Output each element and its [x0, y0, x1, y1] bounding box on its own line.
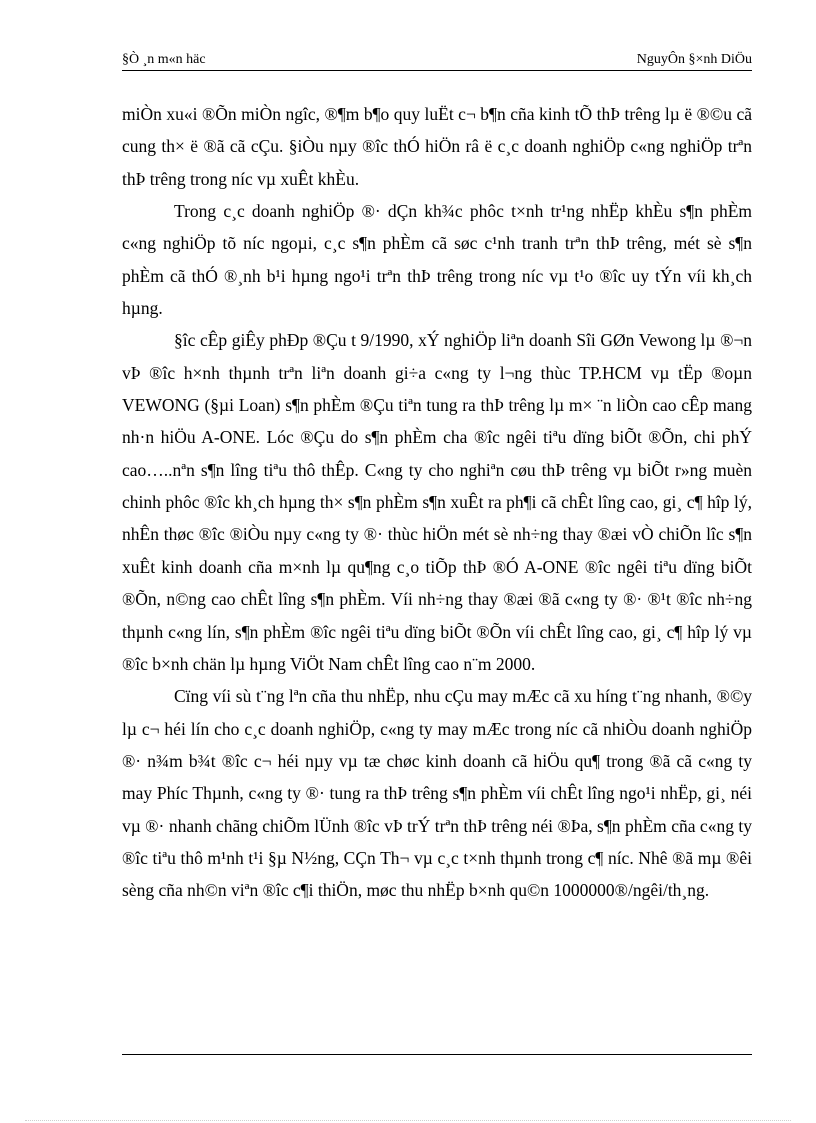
paragraph-3: §îc cÊp giÊy phÐp ®Çu t 9/1990, xÝ nghiÖp liªn doanh Sîi GØn Vewong lµ ®¬n vÞ ®îc h×nh thµnh trªn liªn doanh gi÷a c«ng ty l¬ng thùc TP.HCM vµ tËp ®oµn VEWONG (§µi Loan) s¶n phÈm ®Çu tiªn tung ra thÞ trêng lµ m× ¨n liÒn cao cÊp mang nh·n hiÖu A-ONE. Lóc ®Çu do s¶n phÈm cha ®îc ngêi tiªu dïng biÕt ®Õn, chi phÝ cao…..nªn s¶n lîng tiªu thô thÊp. C«ng ty cho nghiªn cøu thÞ trêng vµ biÕt r»ng muèn chinh phôc ®îc kh¸ch hµng th× s¶n phÈm s¶n xuÊt ra ph¶i cã chÊt lîng cao, gi¸ c¶ hîp lý, nhÊn thøc ®îc ®iÒu nµy c«ng ty ®· thùc hiÖn mét sè nh÷ng thay ®æi vÒ chiÕn lîc s¶n xuÊt kinh doanh cña m×nh lµ qu¶ng c¸o tiÕp thÞ ®Ó A-ONE ®îc ngêi tiªu dïng biÕt ®Õn, n©ng cao chÊt lîng s¶n phÈm. Víi nh÷ng thay ®æi ®ã c«ng ty ®· ®¹t ®îc nh÷ng thµnh c«ng lín, s¶n phÈm ®îc ngêi tiªu dïng biÕt ®Õn víi chÊt lîng cao, gi¸ c¶ hîp lý vµ ®îc b×nh chän lµ hµng ViÖt Nam chÊt lîng cao n¨m 2000. — [122, 330, 752, 674]
header-divider — [122, 70, 752, 71]
footer-divider — [122, 1054, 752, 1055]
paragraph-1: miÒn xu«i ®Õn miÒn ngîc, ®¶m b¶o quy luËt c¬ b¶n cña kinh tÕ thÞ trêng lµ ë ®©u cã cung th× ë ®ã cã cÇu. §iÒu nµy ®îc thÓ hiÖn râ ë c¸c doanh nghiÖp c«ng nghiÖp trªn thÞ trêng trong níc vµ xuÊt khÈu. — [122, 104, 752, 189]
header-course-title: §Ò ¸n m«n häc — [122, 52, 206, 67]
page-bottom-edge — [25, 1120, 791, 1121]
paragraph-4: Cïng víi sù t¨ng lªn cña thu nhËp, nhu cÇu may mÆc cã xu híng t¨ng nhanh, ®©y lµ c¬ héi lín cho c¸c doanh nghiÖp, c«ng ty may mÆc trong níc cã nhiÒu doanh nghiÖp ®· n¾m b¾t ®îc c¬ héi nµy vµ tæ chøc kinh doanh cã hiÖu qu¶ trong ®ã cã c«ng ty may Phíc Thµnh, c«ng ty ®· tung ra thÞ trêng s¶n phÈm víi chÊt lîng ngo¹i nhËp, gi¸ néi vµ ®· nhanh chãng chiÕm lÜnh ®îc vÞ trÝ trªn thÞ trêng néi ®Þa, s¶n phÈm cña c«ng ty ®îc tiªu thô m¹nh t¹i §µ N½ng, CÇn Th¬ vµ c¸c t×nh thµnh trong c¶ níc. Nhê ®ã mµ ®êi sèng cña nh©n viªn ®îc c¶i thiÖn, møc thu nhËp b×nh qu©n 1000000®/ngêi/th¸ng. — [122, 686, 752, 901]
header-author-name: NguyÔn §×nh DiÖu — [636, 52, 752, 67]
document-body — [122, 98, 752, 907]
paragraph-2: Trong c¸c doanh nghiÖp ®· dÇn kh¾c phôc t×nh tr¹ng nhËp khÈu s¶n phÈm c«ng nghiÖp tõ níc ngoµi, c¸c s¶n phÈm cã søc c¹nh tranh trªn thÞ trêng, mét sè s¶n phÈm cã thÓ ®¸nh b¹i hµng ngo¹i trªn thÞ trêng trong níc vµ t¹o ®îc uy tÝn víi kh¸ch hµng. — [122, 201, 752, 319]
page-header — [122, 50, 752, 70]
